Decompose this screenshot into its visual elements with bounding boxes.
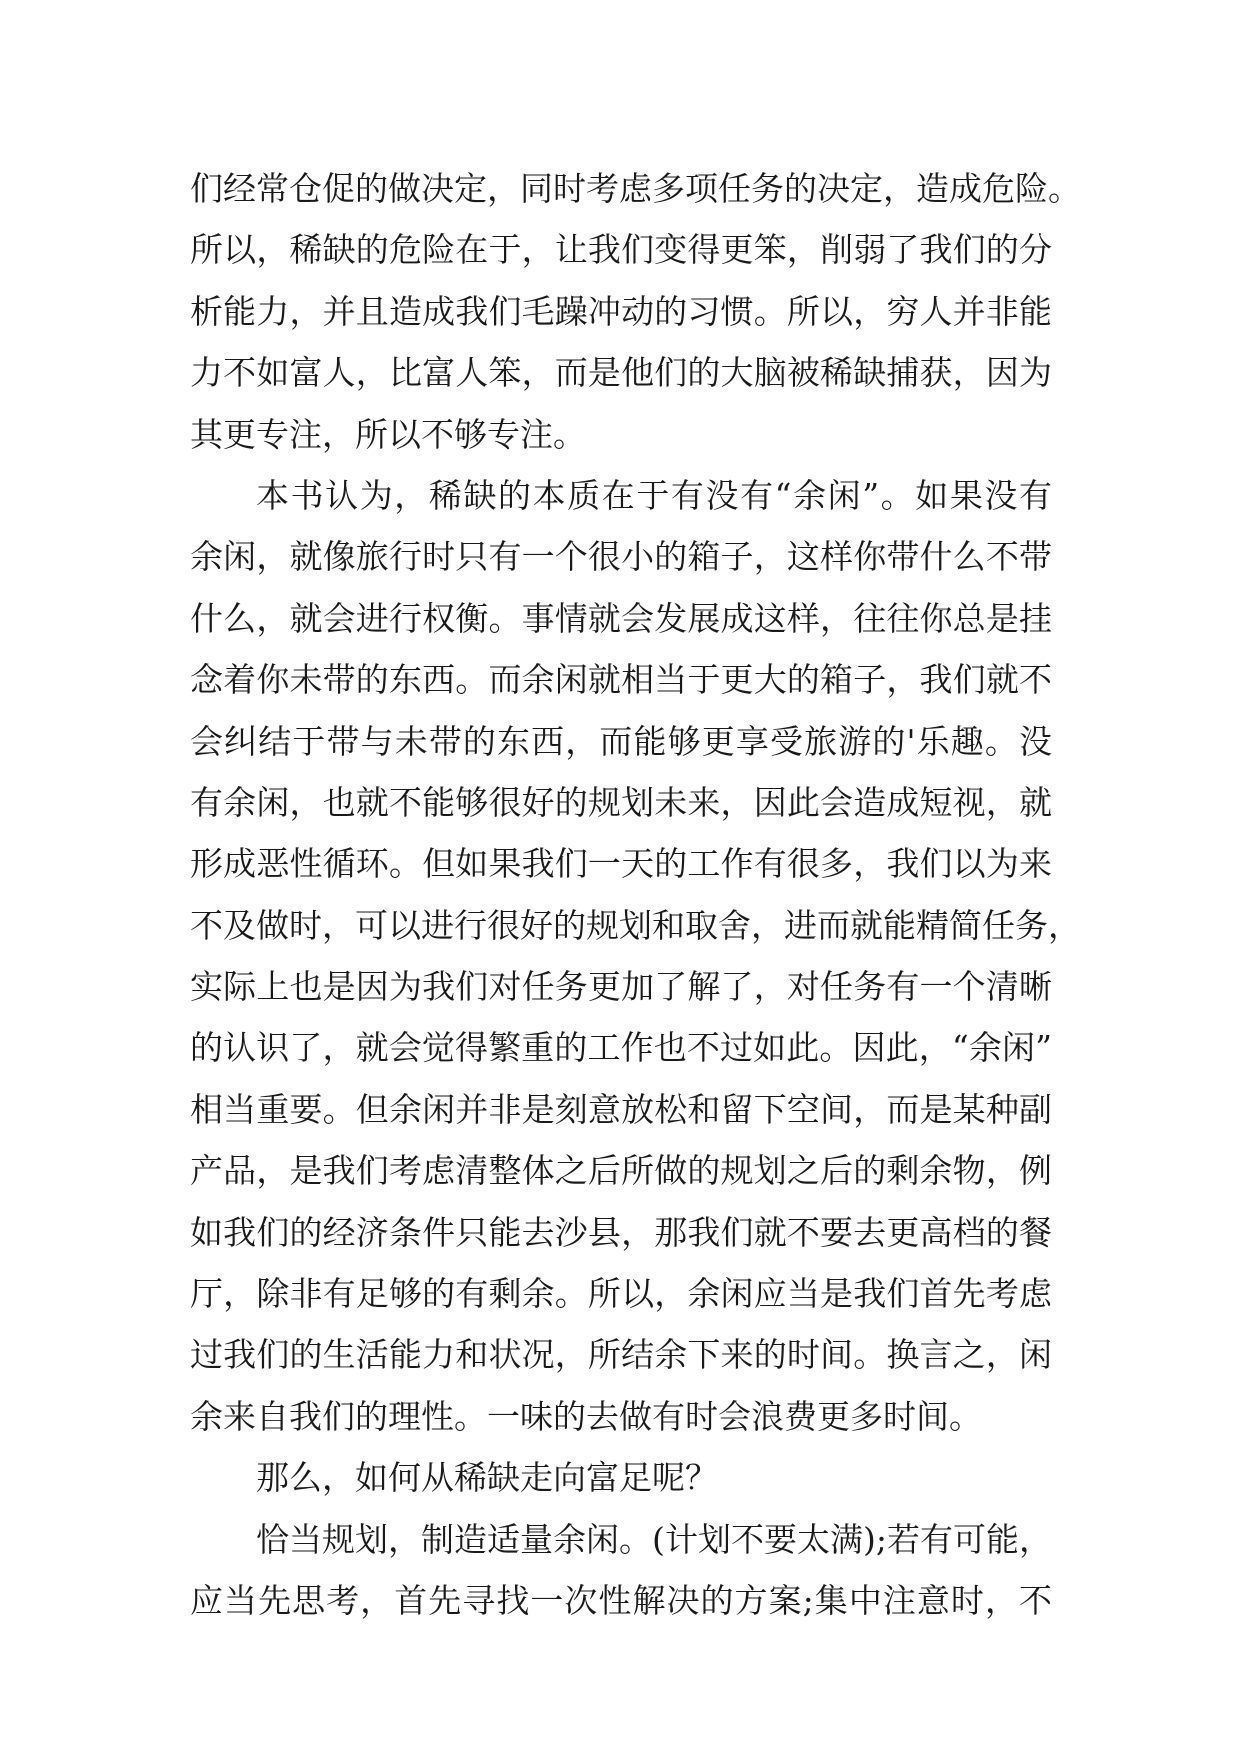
text-line: 相当重要。但余闲并非是刻意放松和留下空间，而是某种副	[190, 1089, 1052, 1129]
body-text	[190, 158, 1081, 1631]
text-line: 过我们的生活能力和状况，所结余下来的时间。换言之，闲	[190, 1335, 1052, 1375]
text-line: 力不如富人，比富人笨，而是他们的大脑被稀缺捕获，因为	[190, 353, 1052, 393]
text-line: 应当先思考，首先寻找一次性解决的方案;集中注意时，不	[190, 1580, 1052, 1620]
text-line: 会纠结于带与未带的东西，而能够更享受旅游的'乐趣。没	[190, 721, 1052, 761]
text-line: 什么，就会进行权衡。事情就会发展成这样，往往你总是挂	[190, 598, 1052, 638]
text-line: 实际上也是因为我们对任务更加了解了，对任务有一个清晰	[190, 967, 1052, 1007]
text-line: 的认识了，就会觉得繁重的工作也不过如此。因此，“余闲”	[190, 1028, 1052, 1068]
text-line: 本书认为，稀缺的本质在于有没有“余闲”。如果没有	[256, 475, 1052, 515]
text-line: 如我们的经济条件只能去沙县，那我们就不要去更高档的餐	[190, 1212, 1052, 1252]
text-line: 们经常仓促的做决定，同时考虑多项任务的决定，造成危险。	[190, 169, 1081, 208]
text-line: 那么，如何从稀缺走向富足呢？	[256, 1458, 718, 1498]
text-line: 余闲，就像旅行时只有一个很小的箱子，这样你带什么不带	[190, 537, 1052, 577]
text-line: 形成恶性循环。但如果我们一天的工作有很多，我们以为来	[190, 844, 1052, 884]
text-line: 厅，除非有足够的有剩余。所以，余闲应当是我们首先考虑	[190, 1274, 1052, 1314]
text-line: 析能力，并且造成我们毛躁冲动的习惯。所以，穷人并非能	[190, 291, 1052, 331]
text-line: 不及做时，可以进行很好的规划和取舍，进而就能精简任务，	[190, 905, 1081, 945]
text-line: 产品，是我们考虑清整体之后所做的规划之后的剩余物，例	[190, 1151, 1052, 1191]
text-line: 念着你未带的东西。而余闲就相当于更大的箱子，我们就不	[190, 660, 1052, 700]
text-line: 恰当规划，制造适量余闲。(计划不要太满);若有可能，	[256, 1519, 1052, 1559]
text-line: 有余闲，也就不能够很好的规划未来，因此会造成短视，就	[190, 782, 1052, 822]
text-line: 其更专注，所以不够专注。	[190, 414, 586, 454]
text-line: 余来自我们的理性。一味的去做有时会浪费更多时间。	[190, 1396, 982, 1436]
text-line: 所以，稀缺的危险在于，让我们变得更笨，削弱了我们的分	[190, 230, 1052, 270]
